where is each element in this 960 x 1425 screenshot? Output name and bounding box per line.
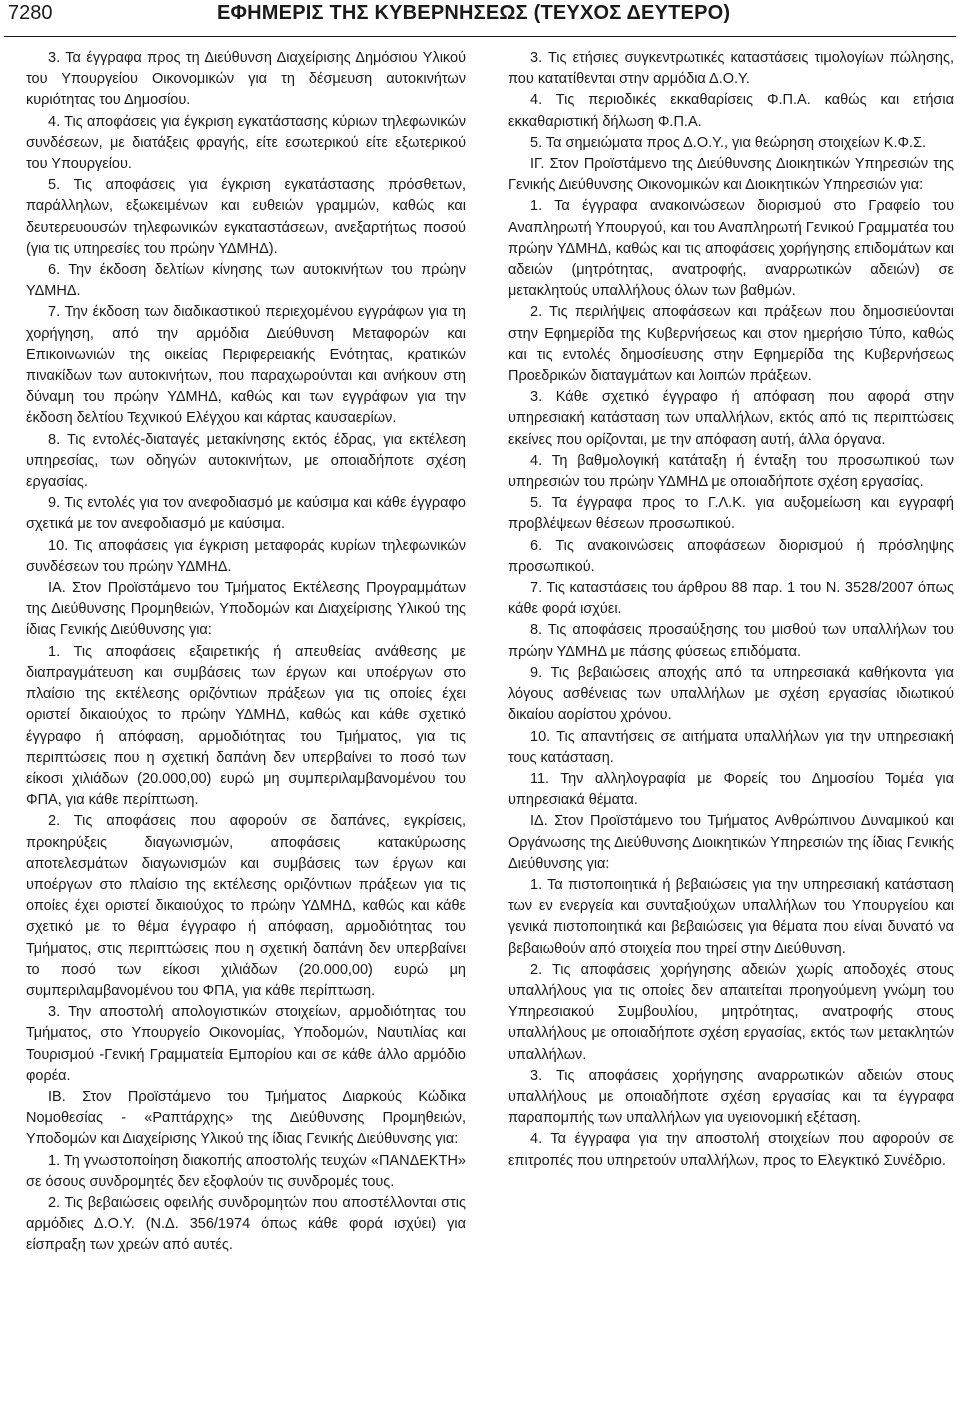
section-heading: ΙΔ. Στον Προϊστάμενο του Τμήματος Ανθρώπινου Δυναμικού και Οργάνωσης της Διεύθυνσης Διοικητικών Υπηρεσιών της ίδιας Γενικής Διεύθυνσης για: [508, 813, 954, 872]
paragraph: 4. Τη βαθμολογική κατάταξη ή ένταξη του προσωπικού των υπηρεσιών του πρώην ΥΔΜΗΔ με οποιαδήποτε σχέση εργασίας. [508, 452, 954, 491]
paragraph: 11. Την αλληλογραφία με Φορείς του Δημοσίου Τομέα για υπηρεσιακά θέματα. [508, 770, 954, 809]
paragraph: 4. Τα έγγραφα για την αποστολή στοιχείων που αφορούν σε επιτροπές που υπηρετούν υπαλλήλων, προς το Ελεγκτικό Συνέδριο. [508, 1131, 954, 1169]
paragraph: 3. Τις ετήσιες συγκεντρωτικές καταστάσεις τιμολογίων πώλησης, που κατατίθενται στην αρμόδια Δ.Ο.Υ. [508, 50, 954, 88]
paragraph: 5. Τις αποφάσεις για έγκριση εγκατάστασης πρόσθετων, παράλληλων, εξωκειμένων και ευθειών γραμμών, καθώς και δευτερευουσών τηλεφωνικών εγκαταστάσεων, ανεξαρτήτως ποσού (για τις υπηρεσίες του πρώην ΥΔΜΗΔ). [26, 177, 466, 257]
paragraph: 1. Τις αποφάσεις εξαιρετικής ή απευθείας ανάθεσης με διαπραγμάτευση και συμβάσεις των έργων και υποέργων στο πλαίσιο της εκτέλεσης οριζόντιων πράξεων για τις οποίες έχει οριστεί δικαιούχος το πρώην ΥΔΜΗΔ, καθώς και κάθε σχετικό έγγραφο ή απόφαση, αρμοδιότητας του Τμήματος, για τις περιπτώσεις που η σχετική δαπάνη δεν υπερβαίνει το ποσό των είκοσι χιλιάδων (20.000,00) ευρώ μη συμπεριλαμβανομένου του ΦΠΑ, για κάθε περίπτωση. [26, 643, 466, 809]
paragraph: 1. Τη γνωστοποίηση διακοπής αποστολής τευχών «ΠΑΝΔΕΚΤΗ» σε όσους συνδρομητές δεν εξοφλούν τις συνδρομές τους. [26, 1152, 466, 1190]
paragraph: 10. Τις αποφάσεις για έγκριση μεταφοράς κυρίων τηλεφωνικών συνδέσεων του πρώην ΥΔΜΗΔ. [26, 537, 466, 575]
paragraph: 2. Τις βεβαιώσεις οφειλής συνδρομητών που αποστέλλονται στις αρμόδιες Δ.Ο.Υ. (Ν.Δ. 356/1974 όπως κάθε φορά ισχύει) για είσπραξη των χρεών από αυτές. [26, 1194, 466, 1254]
paragraph: 4. Τις περιοδικές εκκαθαρίσεις Φ.Π.Α. καθώς και ετήσια εκκαθαριστική δήλωση Φ.Π.Α. [508, 92, 954, 130]
paragraph: 2. Τις αποφάσεις χορήγησης αδειών χωρίς αποδοχές στους υπαλλήλους για τις οποίες δεν απαιτείται προηγούμενη γνώμη του Υπηρεσιακού Συμβουλίου, μητρότητας, ανατροφής στους υπαλλήλους με οποιαδήποτε σχέση εργασίας, εκτός των μετακλητών υπαλλήλων. [508, 961, 954, 1063]
paragraph: 3. Κάθε σχετικό έγγραφο ή απόφαση που αφορά στην υπηρεσιακή κατάσταση των υπαλλήλων, εκτός από τις περιπτώσεις εκείνες που ορίζονται, με την απόφαση αυτή, άλλα όργανα. [508, 389, 954, 448]
paragraph: 3. Τα έγγραφα προς τη Διεύθυνση Διαχείρισης Δημόσιου Υλικού του Υπουργείου Οικονομικών για τη δέσμευση αυτοκινήτων κυριότητας του Δημοσίου. [26, 50, 466, 109]
gazette-title: ΕΦΗΜΕΡΙΣ ΤΗΣ ΚΥΒΕΡΝΗΣΕΩΣ (ΤΕΥΧΟΣ ΔΕΥΤΕΡΟ) [217, 2, 731, 24]
paragraph: 1. Τα έγγραφα ανακοινώσεων διορισμού στο Γραφείο του Αναπληρωτή Υπουργού, και του Αναπληρωτή Γενικού Γραμματέα του πρώην ΥΔΜΗΔ, καθώς και τις αποφάσεις χορήγησης επιδομάτων και αδειών (μητρότητας, ανατροφής, αναρρωτικών αδειών) σε μετακλητούς υπαλλήλους όλων των βαθμών. [508, 198, 954, 300]
paragraph: 8. Τις εντολές-διαταγές μετακίνησης εκτός έδρας, για εκτέλεση υπηρεσίας, των οδηγών αυτοκινήτων, με οποιαδήποτε σχέση εργασίας. [26, 431, 466, 491]
paragraph: 9. Τις βεβαιώσεις αποχής από τα υπηρεσιακά καθήκοντα για λόγους ασθένειας των υπαλλήλων με σχέση εργασίας ιδιωτικού δικαίου αορίστου χρόνου. [508, 664, 954, 724]
section-heading: ΙΒ. Στον Προϊστάμενο του Τμήματος Διαρκούς Κώδικα Νομοθεσίας - «Ραπτάρχης» της Διεύθυνσης Προμηθειών, Υποδομών και Διαχείρισης Υλικού της ίδιας Γενικής Διεύθυνσης για: [26, 1088, 466, 1148]
left-column [26, 48, 466, 1257]
paragraph: 2. Τις περιλήψεις αποφάσεων και πράξεων που δημοσιεύονται στην Εφημερίδα της Κυβερνήσεως και στον ημερήσιο Τύπο, καθώς και τις εντολές δημοσίευσης στην Εφημερίδα της Κυβερνήσεως Προεδρικών διαταγμάτων και λοιπών πράξεων. [508, 304, 954, 385]
paragraph: 4. Τις αποφάσεις για έγκριση εγκατάστασης κύριων τηλεφωνικών συνδέσεων, με διατάξεις φραγής, είτε εσωτερικού είτε εξωτερικού του Υπουργείου. [26, 113, 466, 173]
paragraph: 5. Τα έγγραφα προς το Γ.Λ.Κ. για αυξομείωση και εγγραφή προβλέψεων θέσεων προσωπικού. [508, 495, 954, 533]
paragraph: 6. Την έκδοση δελτίων κίνησης των αυτοκινήτων του πρώην ΥΔΜΗΔ. [26, 262, 466, 300]
paragraph: 7. Τις καταστάσεις του άρθρου 88 παρ. 1 του Ν. 3528/2007 όπως κάθε φορά ισχύει. [508, 580, 954, 618]
section-heading: ΙΑ. Στον Προϊστάμενο του Τμήματος Εκτέλεσης Προγραμμάτων της Διεύθυνσης Προμηθειών, Υποδομών και Διαχείρισης Υλικού της ίδιας Γενικής Διεύθυνσης για: [26, 580, 466, 639]
paragraph: 10. Τις απαντήσεις σε αιτήματα υπαλλήλων για την υπηρεσιακή τους κατάσταση. [508, 728, 954, 766]
page-number: 7280 [8, 2, 53, 24]
paragraph: 3. Τις αποφάσεις χορήγησης αναρρωτικών αδειών στους υπαλλήλους με οποιαδήποτε σχέση εργασίας και τα έγγραφα παραπομπής των υπαλλήλων για υγειονομική εξέταση. [508, 1067, 954, 1127]
paragraph: 3. Την αποστολή απολογιστικών στοιχείων, αρμοδιότητας του Τμήματος, στο Υπουργείο Οικονομίας, Υποδομών, Ναυτιλίας και Τουρισμού -Γενική Γραμματεία Εμπορίου και σε κάθε άλλο αρμόδιο φορέα. [26, 1004, 466, 1084]
paragraph: 9. Τις εντολές για τον ανεφοδιασμό με καύσιμα και κάθε έγγραφο σχετικά με τον ανεφοδιασμό με καύσιμα. [26, 495, 466, 533]
page-header [0, 0, 960, 40]
paragraph: 6. Τις ανακοινώσεις αποφάσεων διορισμού ή πρόσληψης προσωπικού. [508, 537, 954, 575]
header-rule [4, 36, 956, 37]
section-heading: ΙΓ. Στον Προϊστάμενο της Διεύθυνσης Διοικητικών Υπηρεσιών της Γενικής Διεύθυνσης Οικονομικών και Διοικητικών Υπηρεσιών για: [508, 156, 954, 194]
paragraph: 5. Τα σημειώματα προς Δ.Ο.Υ., για θεώρηση στοιχείων Κ.Φ.Σ. [530, 134, 927, 151]
right-column [508, 48, 954, 1172]
paragraph: 1. Τα πιστοποιητικά ή βεβαιώσεις για την υπηρεσιακή κατάσταση των εν ενεργεία και συνταξιούχων υπαλλήλων του Υπουργείου και γενικά πιστοποιητικά και βεβαιώσεις για θέματα που είναι δυνατό να βεβαιωθούν από στοιχεία που τηρεί στην Διεύθυνση. [508, 876, 954, 957]
paragraph: 7. Την έκδοση των διαδικαστικού περιεχομένου εγγράφων για τη χορήγηση, από την αρμόδια Διεύθυνση Μεταφορών και Επικοινωνιών της οικείας Περιφερειακής Ενότητας, κρατικών πινακίδων των αυτοκινήτων, που παραχωρούνται και ανήκουν στη δύναμη του πρώην ΥΔΜΗΔ, καθώς και των εγγράφων για την έκδοση δελτίου Τεχνικού Ελέγχου και κάρτας καυσαερίων. [26, 304, 466, 427]
paragraph: 2. Τις αποφάσεις που αφορούν σε δαπάνες, εγκρίσεις, προκηρύξεις διαγωνισμών, αποφάσεις κατακύρωσης αποτελεσμάτων διαγωνισμών και συμβάσεις των έργων και υποέργων στο πλαίσιο της εκτέλεσης οριζόντιων πράξεων για τις οποίες έχει οριστεί δικαιούχος το πρώην ΥΔΜΗΔ, καθώς και κάθε σχετικό με το θέμα έγγραφο ή απόφαση, αρμοδιότητας του Τμήματος, στις περιπτώσεις που η σχετική δαπάνη δεν υπερβαίνει το ποσό των είκοσι χιλιάδων (20.000,00) ευρώ μη συμπεριλαμβανομένου του ΦΠΑ, για κάθε περίπτωση. [26, 813, 466, 999]
paragraph: 8. Τις αποφάσεις προσαύξησης του μισθού των υπαλλήλων του πρώην ΥΔΜΗΔ με πάσης φύσεως επιδόματα. [508, 622, 954, 660]
